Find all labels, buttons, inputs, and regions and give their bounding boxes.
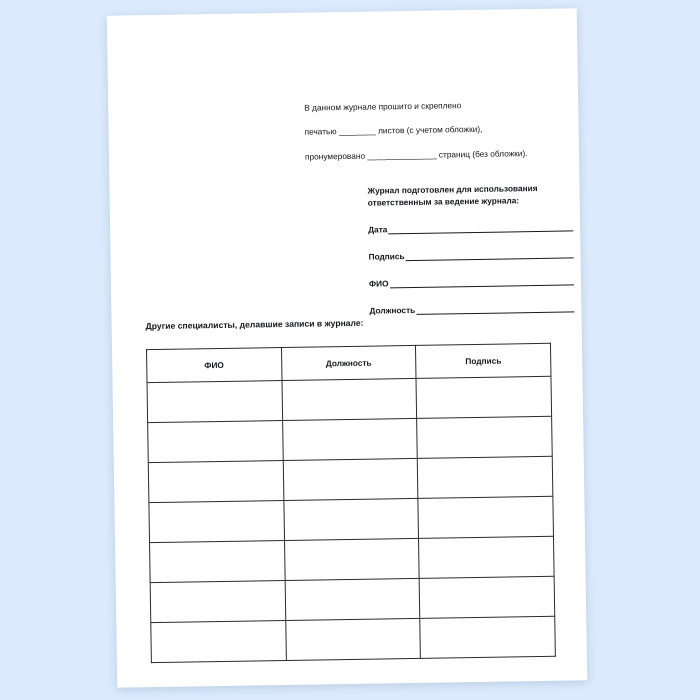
statement-line-1: В данном журнале прошито и скреплено [304, 100, 462, 113]
column-header-fullname: ФИО [147, 348, 282, 383]
cell-signature[interactable] [418, 456, 553, 498]
table-row [149, 496, 554, 542]
cell-fullname[interactable] [151, 621, 286, 663]
field-position-rule[interactable] [416, 303, 574, 314]
field-position [369, 302, 574, 315]
field-fullname-label: ФИО [368, 278, 389, 289]
table-row [150, 536, 555, 582]
table-row [150, 576, 555, 622]
cell-fullname[interactable] [149, 501, 284, 543]
cell-position[interactable] [285, 618, 420, 660]
field-date [368, 221, 573, 234]
column-header-position: Должность [281, 345, 416, 380]
field-position-label: Должность [369, 304, 416, 316]
field-date-rule[interactable] [388, 222, 573, 234]
field-signature-rule[interactable] [406, 249, 574, 261]
cell-fullname[interactable] [150, 541, 285, 583]
field-fullname-rule[interactable] [389, 276, 574, 288]
table-row [151, 616, 556, 662]
field-date-label: Дата [368, 224, 388, 235]
cell-signature[interactable] [419, 536, 554, 578]
field-signature-label: Подпись [368, 251, 405, 262]
statement-line-3: пронумеровано _______________ страниц (без обложки). [304, 147, 528, 162]
cell-signature[interactable] [416, 376, 551, 418]
cell-fullname[interactable] [148, 461, 283, 503]
table-caption: Другие специалисты, делавшие записи в журнале: [145, 317, 364, 332]
cell-position[interactable] [285, 578, 420, 620]
document-page [107, 8, 587, 687]
cell-signature[interactable] [420, 616, 555, 658]
cell-position[interactable] [282, 418, 417, 460]
prepared-intro-text: Журнал подготовлен для использования ответственным за ведение журнала: [367, 182, 538, 208]
column-header-signature: Подпись [416, 343, 551, 378]
cell-position[interactable] [284, 538, 419, 580]
table-row [148, 416, 553, 462]
field-fullname [369, 275, 574, 288]
cell-fullname[interactable] [147, 381, 282, 423]
cell-signature[interactable] [419, 576, 554, 618]
statement-line-2: печатью ________ листов (с учетом обложки), [304, 124, 483, 137]
cell-signature[interactable] [417, 416, 552, 458]
top-statement-block [304, 99, 555, 162]
cell-position[interactable] [284, 498, 419, 540]
prepared-by-block [367, 181, 574, 315]
field-signature [368, 248, 573, 261]
cell-fullname[interactable] [150, 581, 285, 623]
table-row [147, 376, 552, 422]
specialists-table [146, 343, 556, 663]
page-content [107, 8, 587, 687]
cell-position[interactable] [282, 378, 417, 420]
table-row [148, 456, 553, 502]
cell-fullname[interactable] [148, 421, 283, 463]
cell-position[interactable] [283, 458, 418, 500]
cell-signature[interactable] [418, 496, 553, 538]
